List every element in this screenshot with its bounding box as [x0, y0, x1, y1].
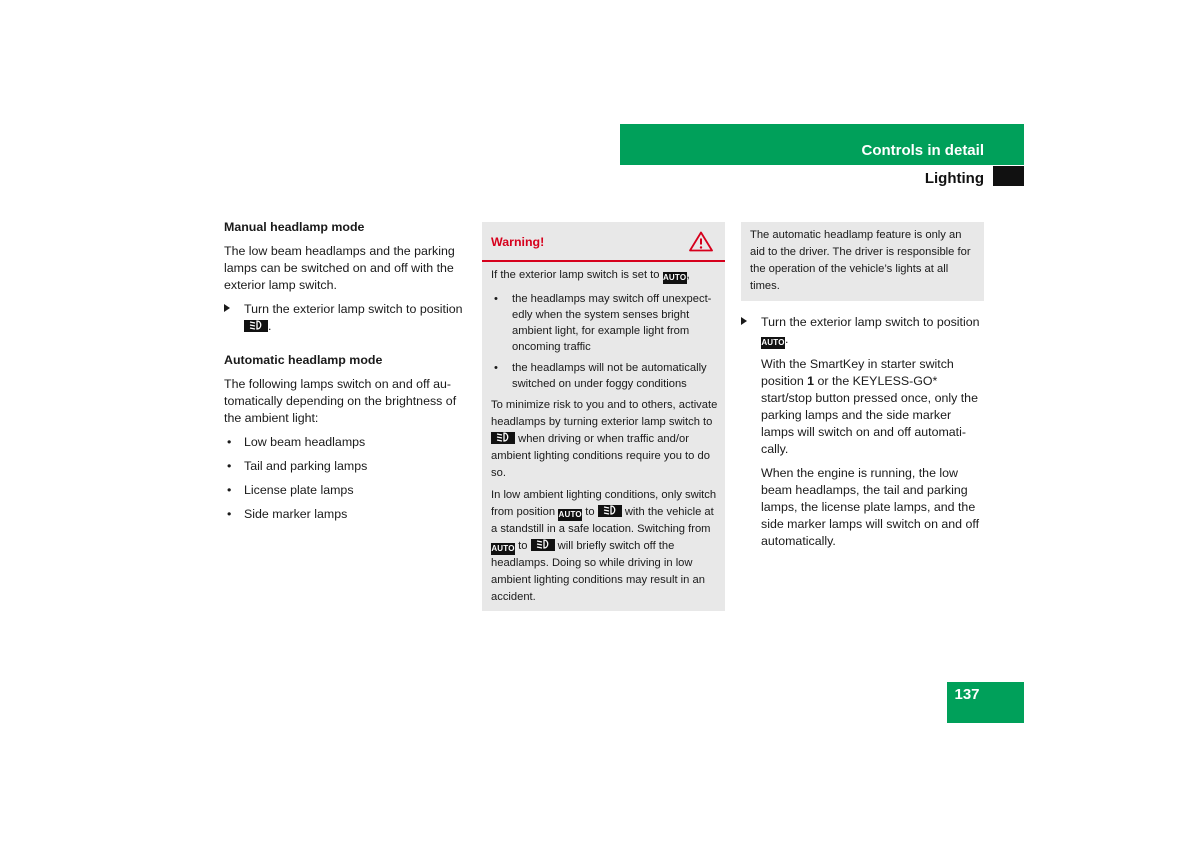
warning-text: will briefly switch off the headlamps. Doing so while driving in low ambient lighting conditions may result in an accident. — [491, 540, 705, 603]
manual-step-text: Turn the exterior lamp switch to position — [244, 302, 463, 316]
low-beam-headlamp-icon — [491, 432, 515, 444]
section-tab-marker — [993, 166, 1024, 186]
lamp-label: Side marker lamps — [244, 507, 348, 521]
low-beam-headlamp-icon — [598, 505, 622, 517]
note-text: The automatic headlamp feature is only an aid to the driver. The driver is responsible for the operation of the vehicle’s lights at all times. — [750, 229, 971, 292]
warning-text: to — [518, 540, 528, 552]
lamp-list-item: • Side marker lamps — [227, 507, 348, 521]
low-beam-headlamp-icon — [531, 539, 555, 551]
manual-mode-step — [224, 301, 467, 335]
warning-triangle-icon — [689, 231, 713, 252]
auto-switch-icon: AUTO — [558, 510, 582, 519]
warning-title: Warning! — [491, 235, 545, 249]
warning-intro-end: , — [686, 269, 690, 281]
warning-text: with the vehicle at a standstill in a safe location. Switching from — [491, 506, 714, 535]
subsection-title: Lighting — [924, 170, 984, 187]
lamp-list-item: • Low beam headlamps — [227, 435, 366, 449]
auto-mode-heading: Automatic headlamp mode — [224, 353, 383, 367]
right-column — [741, 314, 984, 550]
engine-running-paragraph: When the engine is running, the low beam headlamps, the tail and parking lamps, the license plate lamps, and the side marker lamps will switch on and off automatically. — [761, 466, 980, 548]
manual-mode-heading: Manual headlamp mode — [224, 220, 365, 234]
warning-paragraph — [491, 487, 719, 606]
smartkey-text: or the KEYLESS-GO* start/stop button pressed once, only the parking lamps and the side marker lamps will switch on and off automati-cally. — [761, 374, 978, 456]
section-title: Controls in detail — [861, 142, 984, 159]
warning-text: to — [585, 506, 595, 518]
warning-header — [482, 222, 725, 262]
warning-bullet-text: the headlamps may switch off unexpect-edly when the system senses bright ambient light, for example light from oncoming traffic — [512, 293, 712, 353]
warning-paragraph — [491, 397, 719, 482]
auto-mode-text: The following lamps switch on and off au-tomatically depending on the brightness of the ambient light: — [224, 377, 457, 425]
warning-bullet: • the headlamps will not be automatically switched on under foggy conditions — [494, 362, 707, 390]
auto-step — [741, 314, 984, 349]
page-number-box — [947, 682, 1024, 723]
switch-position: 1 — [807, 374, 815, 388]
note-box — [741, 222, 984, 301]
manual-mode-text: The low beam headlamps and the parking lamps can be switched on and off with the exterior lamp switch. — [224, 244, 455, 292]
page-number: 137 — [954, 686, 980, 703]
warning-body — [491, 267, 719, 606]
auto-step-text: Turn the exterior lamp switch to position — [761, 315, 980, 329]
lamp-list-item: • License plate lamps — [227, 483, 354, 497]
warning-bullet-text: the headlamps will not be automatically switched on under foggy conditions — [512, 362, 707, 390]
lamp-label: Low beam headlamps — [244, 435, 366, 449]
lamp-label: Tail and parking lamps — [244, 459, 368, 473]
warning-intro-text: If the exterior lamp switch is set to — [491, 269, 660, 281]
step-arrow-icon — [741, 317, 747, 325]
lamp-list-item: • Tail and parking lamps — [227, 459, 368, 473]
auto-switch-icon: AUTO — [662, 273, 687, 282]
smartkey-text: With the SmartKey in starter switch position — [761, 357, 954, 388]
lamp-label: License plate lamps — [244, 483, 354, 497]
warning-text: when driving or when traffic and/or ambient lighting conditions require you to do so. — [491, 433, 710, 479]
manual-step-end: . — [268, 319, 272, 333]
warning-text: To minimize risk to you and to others, activate headlamps by turning exterior lamp switch to — [491, 399, 718, 428]
auto-switch-icon: AUTO — [761, 338, 785, 347]
warning-box — [482, 222, 725, 611]
left-column — [224, 219, 467, 523]
warning-text: In low ambient lighting conditions, only switch from position — [491, 489, 717, 518]
warning-intro — [491, 267, 719, 284]
step-arrow-icon — [224, 304, 230, 312]
auto-switch-icon: AUTO — [491, 544, 515, 553]
warning-bullet: • the headlamps may switch off unexpect-edly when the system senses bright ambient light, for example light from oncoming traffic — [494, 293, 712, 353]
smartkey-paragraph — [741, 356, 984, 458]
low-beam-headlamp-icon — [244, 320, 268, 332]
auto-step-end: . — [785, 332, 789, 346]
